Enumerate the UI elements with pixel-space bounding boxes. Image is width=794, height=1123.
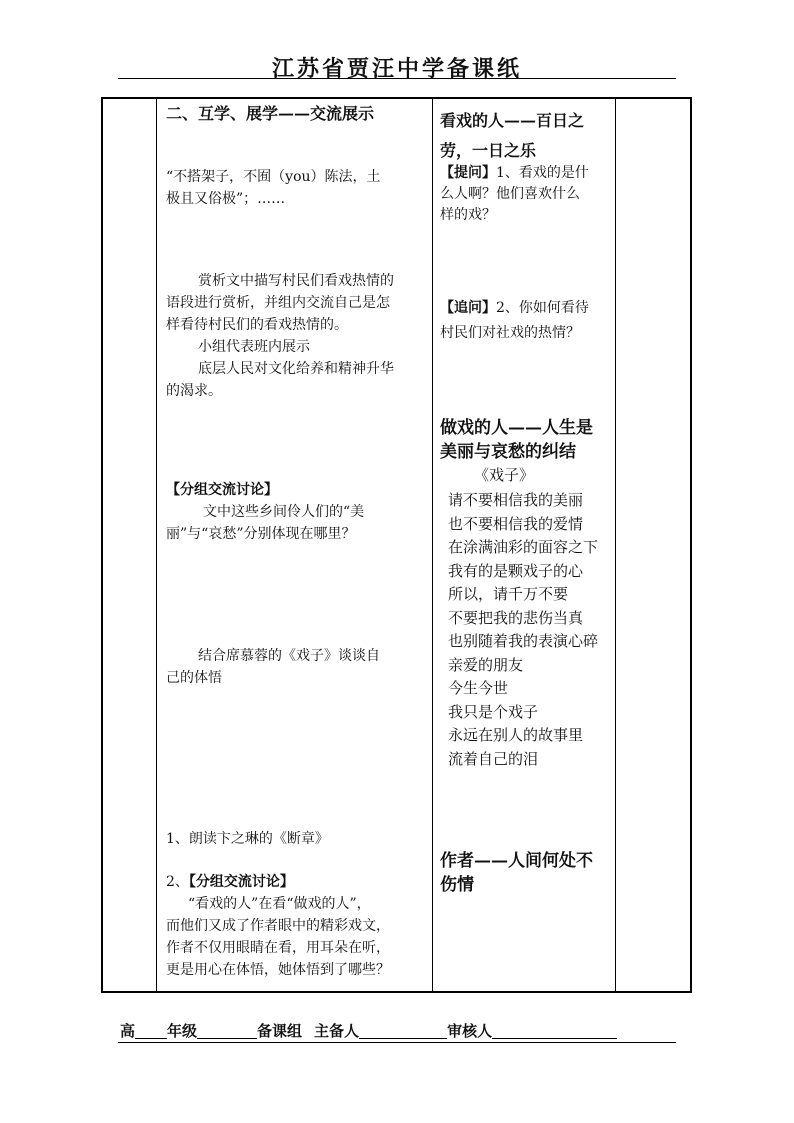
group2-prefix: 2、 xyxy=(166,874,189,890)
section-title: 二、互学、展学——交流展示 xyxy=(166,104,375,123)
answer-line-2: 的渴求。 xyxy=(166,383,222,399)
question1-line-3: 样的戏？ xyxy=(440,207,496,223)
poem-line: 流着自己的泪 xyxy=(448,749,539,768)
group2-label: 【分组交流讨论】 xyxy=(188,874,294,890)
heading-author-line-2: 伤情 xyxy=(440,875,474,895)
header-rule xyxy=(118,78,676,79)
group2-question-line-4: 更是用心在体悟，她体悟到了哪些？ xyxy=(166,962,390,978)
question2-line-1 xyxy=(440,297,589,319)
task1-line-1: 赏析文中描写村民们看戏热情的 xyxy=(198,273,394,289)
poem-line: 我有的是颗戏子的心 xyxy=(448,561,584,580)
footer-blank-grade xyxy=(197,1022,257,1039)
poem-line: 今生今世 xyxy=(448,679,509,697)
heading-author-line-1: 作者——人间何处不 xyxy=(440,851,593,871)
task1-line-3: 样看待村民们的看戏热情的。 xyxy=(166,317,348,333)
poem-title: 《戏子》 xyxy=(474,466,535,484)
column-divider-2 xyxy=(432,99,433,991)
footer-reviewer: 审核人 xyxy=(447,1022,493,1040)
task2-line-2: 己的体悟 xyxy=(166,670,222,686)
heading-audience-line-2: 劳，一日之乐 xyxy=(440,141,537,160)
footer-signature-line xyxy=(120,1020,617,1041)
lesson-table xyxy=(101,97,692,993)
heading-actors-line-2: 美丽与哀愁的纠结 xyxy=(440,442,576,462)
question1-label: 【提问】 xyxy=(440,165,496,181)
poem-line: 请不要相信我的美丽 xyxy=(448,491,584,509)
page-header-title: 江苏省贾汪中学备课纸 xyxy=(271,56,522,82)
show-text: 小组代表班内展示 xyxy=(198,339,310,355)
poem-line: 在涂满油彩的面容之下 xyxy=(448,538,599,556)
poem-line: 亲爱的朋友 xyxy=(448,655,524,674)
footer-blank-gao xyxy=(135,1022,167,1039)
quote-line-2: 极且又俗极”；…… xyxy=(166,191,286,207)
quote-line-1: “不搭架子，不囿（you）陈法，土 xyxy=(166,169,381,185)
footer-blank-reviewer xyxy=(492,1022,617,1039)
question2-text: 2、你如何看待 xyxy=(496,300,589,316)
question1-line-1 xyxy=(440,162,589,184)
group2-label-line xyxy=(166,871,294,893)
group-question-line-2: 丽”与“哀愁”分别体现在哪里？ xyxy=(166,526,356,542)
question1-line-2: 么人啊？他们喜欢什么 xyxy=(440,186,580,202)
answer-line-1: 底层人民对文化给养和精神升华 xyxy=(198,361,394,377)
group-discussion-label: 【分组交流讨论】 xyxy=(166,482,278,498)
task2-line-1: 结合席慕蓉的《戏子》谈谈自 xyxy=(198,648,380,664)
footer-grade: 年级 xyxy=(167,1022,198,1040)
poem-line: 永远在别人的故事里 xyxy=(448,726,584,744)
poem-line: 也别随着我的表演心碎 xyxy=(448,632,599,650)
group2-question-line-1: “看戏的人”在看“做戏的人”， xyxy=(188,896,371,912)
question2-label: 【追问】 xyxy=(440,300,496,316)
footer-rule xyxy=(118,1042,676,1043)
poem-line: 所以，请千万不要 xyxy=(448,585,569,603)
poem-line: 不要把我的悲伤当真 xyxy=(448,608,584,627)
poem-line: 我只是个戏子 xyxy=(448,702,539,721)
footer-gao: 高 xyxy=(120,1022,136,1040)
read-task: 1、朗读卞之琳的《断章》 xyxy=(166,831,329,847)
column-divider-3 xyxy=(615,99,616,991)
poem-line: 也不要相信我的爱情 xyxy=(448,514,584,533)
footer-blank-preparer xyxy=(359,1022,447,1039)
heading-audience-line-1: 看戏的人——百日之 xyxy=(440,111,585,130)
question2-line-2: 村民们对社戏的热情？ xyxy=(440,325,580,341)
group2-question-line-3: 作者不仅用眼睛在看，用耳朵在听， xyxy=(166,940,390,956)
heading-actors-line-1: 做戏的人——人生是 xyxy=(440,418,593,438)
footer-preparer: 主备人 xyxy=(314,1022,360,1040)
footer-group: 备课组 xyxy=(257,1022,303,1040)
column-divider-1 xyxy=(156,99,157,991)
task1-line-2: 语段进行赏析，并组内交流自己是怎 xyxy=(166,295,390,311)
question1-text: 1、看戏的是什 xyxy=(496,165,589,181)
group2-question-line-2: 而他们又成了作者眼中的精彩戏文， xyxy=(166,918,390,934)
group-question-line-1: 文中这些乡间伶人们的“美 xyxy=(203,504,365,520)
